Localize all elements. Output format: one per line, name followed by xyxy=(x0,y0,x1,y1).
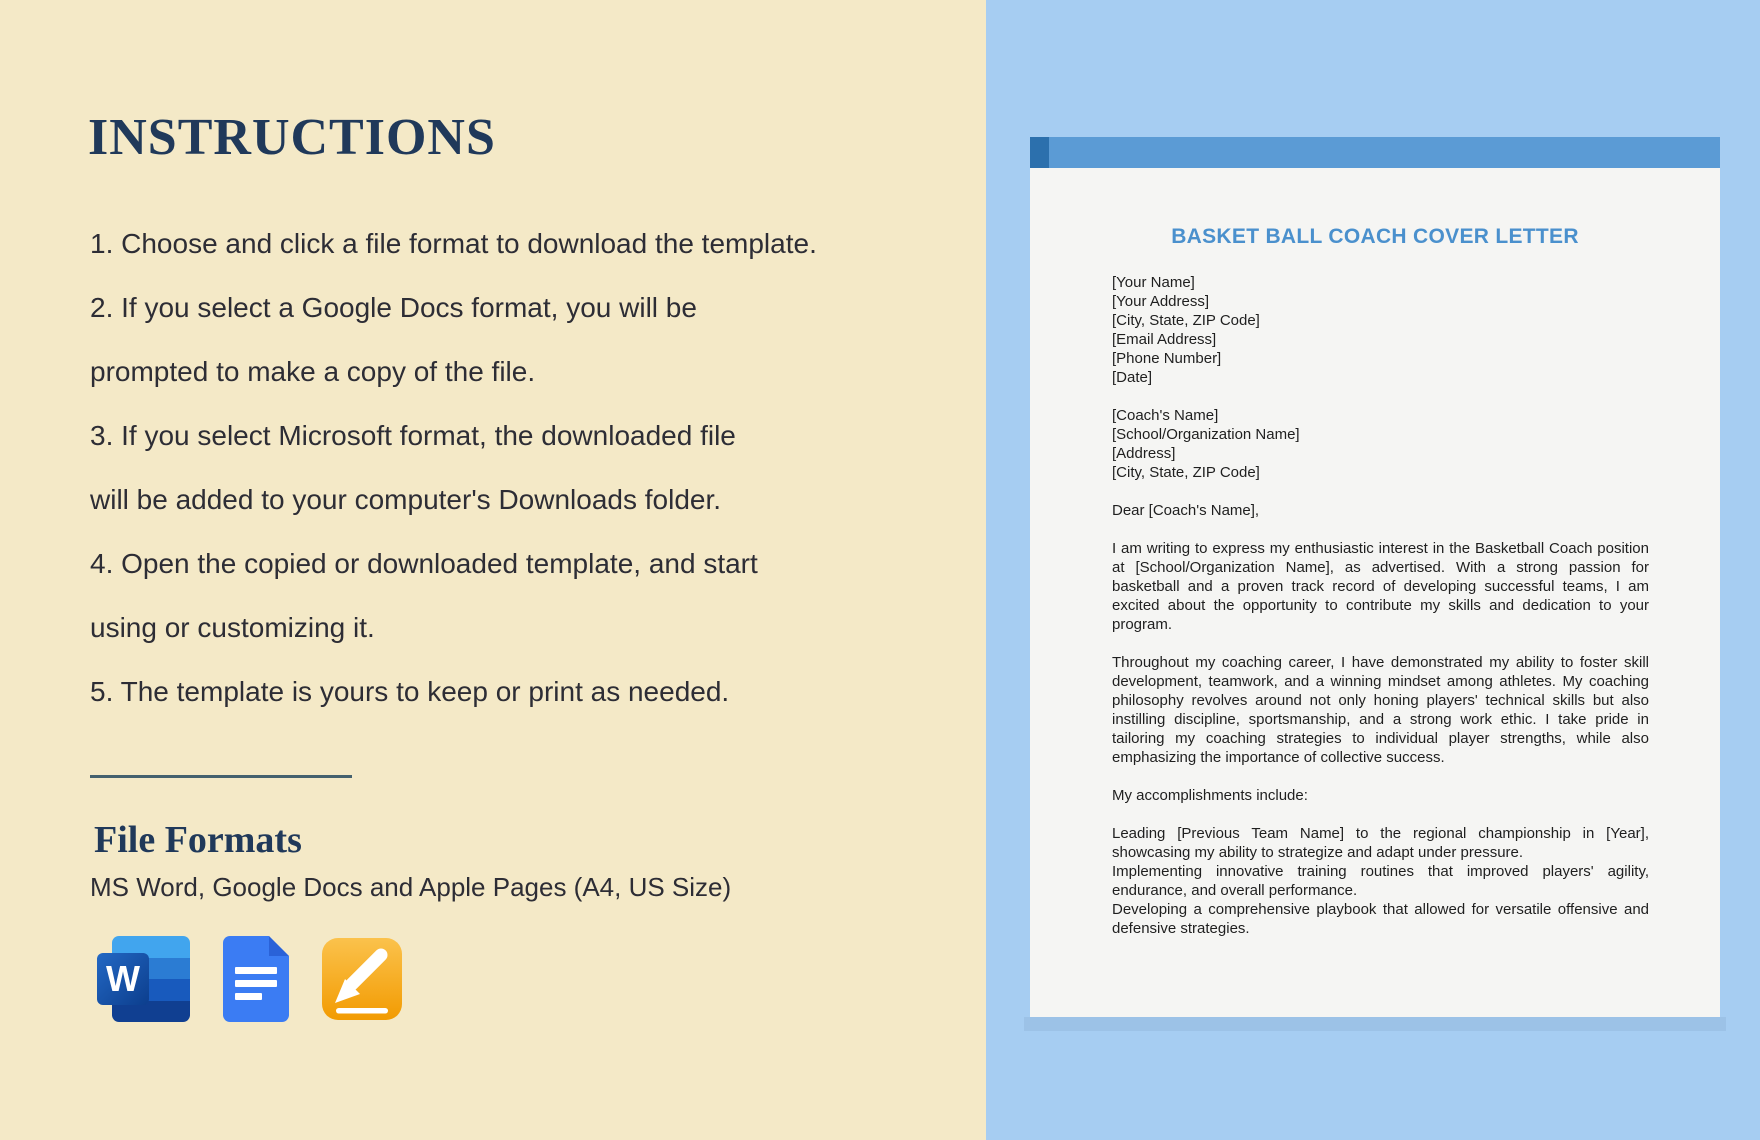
sender-line: [Date] xyxy=(1112,369,1153,386)
salutation: Dear [Coach's Name], xyxy=(1112,502,1260,519)
sender-line: [Email Address] xyxy=(1112,331,1217,348)
document-shadow xyxy=(1024,1017,1726,1031)
recipient-line: [School/Organization Name] xyxy=(1112,426,1300,443)
apple-pages-icon[interactable] xyxy=(322,938,402,1020)
recipient-block xyxy=(1112,406,1649,482)
sender-line: [City, State, ZIP Code] xyxy=(1112,312,1260,329)
google-docs-icon[interactable] xyxy=(223,936,289,1022)
instruction-line: 3. If you select Microsoft format, the downloaded file xyxy=(90,420,736,451)
recipient-line: [City, State, ZIP Code] xyxy=(1112,464,1260,481)
accomplishment-item: Leading [Previous Team Name] to the regional championship in [Year], showcasing my ability to strategize and adapt under pressure. xyxy=(1112,825,1649,861)
divider-line xyxy=(90,775,352,778)
letter-body xyxy=(1112,273,1649,938)
sender-line: [Phone Number] xyxy=(1112,350,1222,367)
letter-paragraph: I am writing to express my enthusiastic interest in the Basketball Coach position at [School/Organization Name], as advertised. With a strong passion for basketball and a proven track record of developing successful teams, I am excited about the opportunity to contribute my skills and dedication to your program. xyxy=(1112,540,1649,633)
pages-pen-icon xyxy=(322,938,402,1020)
word-letter-badge: W xyxy=(97,953,149,1005)
instruction-line: prompted to make a copy of the file. xyxy=(90,356,536,387)
document-header-bar xyxy=(1030,137,1720,168)
instruction-line: 5. The template is yours to keep or print as needed. xyxy=(90,676,730,707)
ms-word-icon[interactable] xyxy=(97,936,190,1022)
sender-line: [Your Address] xyxy=(1112,293,1210,310)
docs-fold-corner xyxy=(269,936,289,956)
accomplishment-item: Developing a comprehensive playbook that allowed for versatile offensive and defensive strategies. xyxy=(1112,901,1649,937)
recipient-line: [Address] xyxy=(1112,445,1176,462)
file-format-icons xyxy=(97,936,402,1022)
letter-document xyxy=(1030,137,1720,1017)
instructions-heading: INSTRUCTIONS xyxy=(88,109,496,166)
sender-block xyxy=(1112,273,1649,387)
letter-paragraph: Throughout my coaching career, I have demonstrated my ability to foster skill development, teamwork, and a winning mindset among athletes. My coaching philosophy revolves around not only honing players' technical skills but also instilling discipline, sportsmanship, and a strong work ethic. I take pride in tailoring my coaching strategies to individual player strengths, while also emphasizing the importance of collective success. xyxy=(1112,654,1649,766)
instruction-line: will be added to your computer's Downloads folder. xyxy=(90,484,722,515)
document-header-accent xyxy=(1030,137,1049,168)
instruction-line: 1. Choose and click a file format to download the template. xyxy=(90,228,817,259)
letter-title: BASKET BALL COACH COVER LETTER xyxy=(1171,225,1579,248)
instruction-line: using or customizing it. xyxy=(90,612,375,643)
instruction-line: 2. If you select a Google Docs format, you will be xyxy=(90,292,697,323)
instructions-list xyxy=(90,212,950,724)
accomplishments-intro: My accomplishments include: xyxy=(1112,787,1308,804)
sender-line: [Your Name] xyxy=(1112,274,1195,291)
accomplishments-list xyxy=(1112,824,1649,938)
docs-text-lines xyxy=(235,967,277,1006)
instruction-line: 4. Open the copied or downloaded template, and start xyxy=(90,548,758,579)
recipient-line: [Coach's Name] xyxy=(1112,407,1219,424)
file-formats-description: MS Word, Google Docs and Apple Pages (A4, US Size) xyxy=(90,872,732,902)
file-formats-heading: File Formats xyxy=(94,819,302,861)
accomplishment-item: Implementing innovative training routines that improved players' agility, endurance, and overall performance. xyxy=(1112,863,1649,899)
preview-panel xyxy=(986,0,1760,1140)
